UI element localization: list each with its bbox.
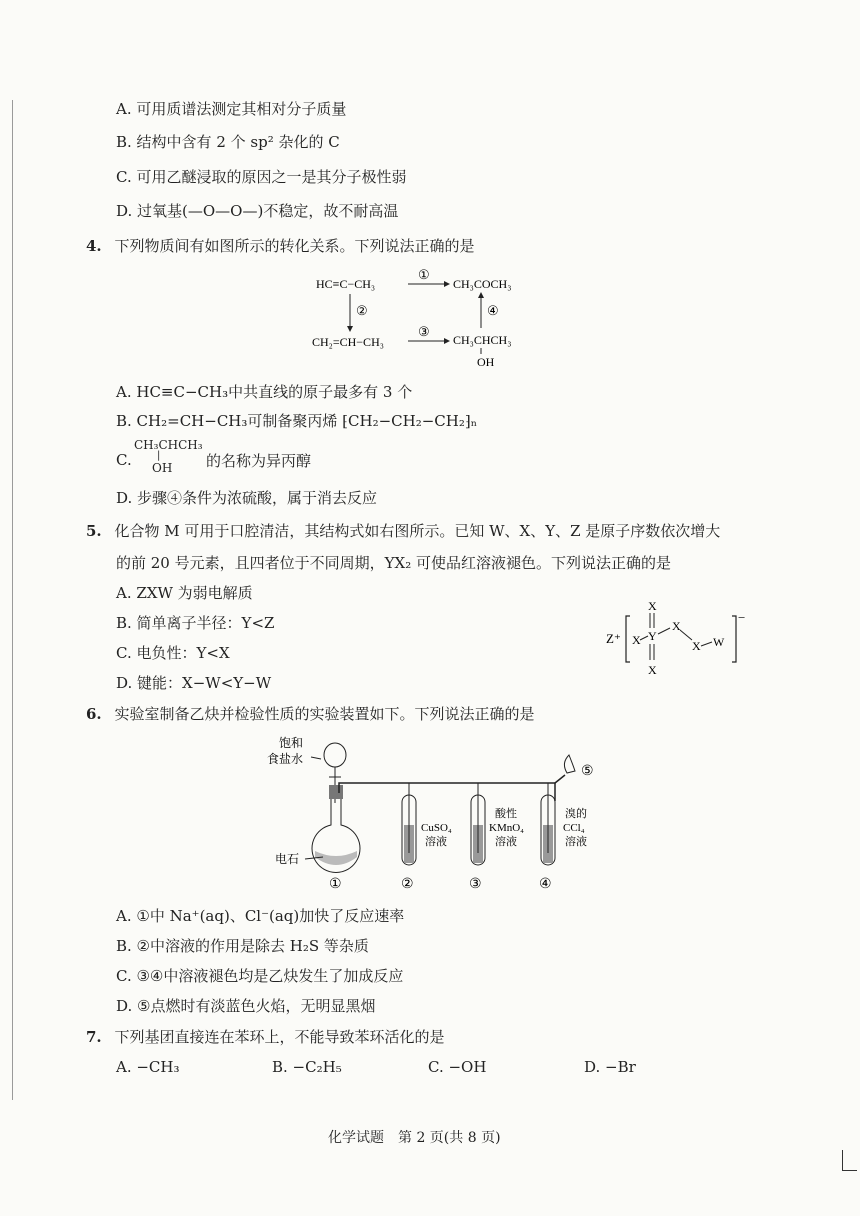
bond-x-x bbox=[680, 630, 692, 640]
question-6 bbox=[86, 703, 534, 724]
bond-x-y bbox=[640, 636, 648, 640]
q5-stem-line2: 的前 20 号元素，且四者位于不同周期，YX₂ 可使品红溶液褪色。下列说法正确的是 bbox=[116, 554, 671, 572]
question-number: 4. bbox=[86, 237, 102, 255]
tube-4-number: ④ bbox=[539, 877, 552, 892]
question-stem: 下列基团直接连在苯环上，不能导致苯环活化的是 bbox=[114, 1028, 445, 1046]
step1-arrowhead bbox=[444, 281, 450, 287]
binding-margin-line bbox=[12, 100, 13, 1100]
question-stem-line1: 化合物 M 可用于口腔清洁，其结构式如右图所示。已知 W、X、Y、Z 是原子序数依次增大 bbox=[114, 522, 721, 540]
flame-icon bbox=[564, 755, 575, 773]
q4-option-c-formula: CH₃CHCH₃ bbox=[134, 438, 203, 452]
step4-label: ④ bbox=[487, 303, 499, 318]
funnel-pointer bbox=[311, 757, 321, 759]
question-5 bbox=[86, 520, 720, 541]
step2-label: ② bbox=[356, 303, 368, 318]
anion-charge: − bbox=[738, 610, 746, 625]
q3-option-b: B. 结构中含有 2 个 sp² 杂化的 C bbox=[116, 133, 340, 151]
q5-option-d: D. 键能：X−W<Y−W bbox=[116, 674, 272, 692]
bracket-left bbox=[626, 616, 630, 662]
propyne-formula: HC≡C−CH₃ bbox=[316, 277, 376, 291]
tube-2-label-2: 溶液 bbox=[425, 836, 447, 848]
isopropanol-oh: OH bbox=[477, 355, 495, 369]
flask-stopper bbox=[329, 785, 343, 799]
funnel-label-1: 饱和 bbox=[279, 736, 304, 750]
q5-structure-formula bbox=[600, 598, 760, 688]
isopropanol-formula: CH₃CHCH₃ bbox=[453, 333, 512, 347]
q4-option-d: D. 步骤④条件为浓硫酸，属于消去反应 bbox=[116, 489, 378, 507]
q7-option-c: C. −OH bbox=[428, 1058, 487, 1076]
tube-4-label-2: CCl₄ bbox=[563, 822, 585, 834]
step4-arrowhead bbox=[478, 292, 484, 298]
atom-x-peroxide: X bbox=[692, 639, 701, 653]
q5-option-b: B. 简单离子半径：Y<Z bbox=[116, 614, 275, 632]
flame-number: ⑤ bbox=[581, 764, 594, 779]
flask-number: ① bbox=[329, 877, 342, 892]
solid-label: 电石 bbox=[275, 852, 300, 866]
q7-option-d: D. −Br bbox=[584, 1058, 636, 1076]
step3-arrowhead bbox=[444, 338, 450, 344]
question-number: 5. bbox=[86, 522, 102, 540]
atom-x-left: X bbox=[632, 633, 641, 647]
step2-arrowhead bbox=[347, 326, 353, 332]
q6-option-a: A. ①中 Na⁺(aq)、Cl⁻(aq)加快了反应速率 bbox=[116, 907, 405, 925]
q6-option-c: C. ③④中溶液褪色均是乙炔发生了加成反应 bbox=[116, 967, 404, 985]
atom-x-top: X bbox=[648, 599, 657, 613]
q5-option-a: A. ZXW 为弱电解质 bbox=[116, 584, 253, 602]
bond-x-w bbox=[701, 642, 712, 646]
tube-3-label-1: 酸性 bbox=[495, 808, 517, 820]
q4-option-a: A. HC≡C−CH₃中共直线的原子最多有 3 个 bbox=[116, 383, 413, 401]
exit-tube bbox=[555, 775, 565, 783]
tube-3-label-2: KMnO₄ bbox=[489, 822, 525, 834]
bracket-right bbox=[732, 616, 736, 662]
question-stem: 下列物质间有如图所示的转化关系。下列说法正确的是 bbox=[114, 237, 475, 255]
question-4 bbox=[86, 235, 474, 256]
q4-option-b: B. CH₂=CH−CH₃可制备聚丙烯 ⁅CH₂−CH₂−CH₂⁆ₙ bbox=[116, 412, 478, 430]
atom-w: W bbox=[713, 635, 725, 649]
gas-delivery-tube bbox=[339, 783, 555, 801]
tube-3-number: ③ bbox=[469, 877, 482, 892]
q4-option-c-oh: OH bbox=[152, 461, 173, 475]
q3-option-a: A. 可用质谱法测定其相对分子质量 bbox=[116, 100, 347, 118]
q4-option-c-text: 的名称为异丙醇 bbox=[206, 452, 312, 470]
question-number: 6. bbox=[86, 705, 102, 723]
page-footer: 化学试题 第 2 页(共 8 页) bbox=[328, 1130, 501, 1146]
question-number: 7. bbox=[86, 1028, 102, 1046]
q4-option-c-bond: | bbox=[157, 450, 161, 461]
flask-liquid bbox=[315, 851, 357, 865]
q4-option-c-label: C. bbox=[116, 451, 132, 469]
q3-option-c: C. 可用乙醚浸取的原因之一是其分子极性弱 bbox=[116, 168, 407, 186]
tube-4-label-1: 溴的 bbox=[565, 808, 587, 820]
tube-2-label-1: CuSO₄ bbox=[421, 822, 452, 834]
question-7 bbox=[86, 1026, 444, 1047]
question-stem: 实验室制备乙炔并检验性质的实验装置如下。下列说法正确的是 bbox=[114, 705, 535, 723]
q5-option-c: C. 电负性：Y<X bbox=[116, 644, 230, 662]
step1-label: ① bbox=[418, 268, 430, 282]
atom-y: Y bbox=[648, 629, 657, 643]
q6-option-b: B. ②中溶液的作用是除去 H₂S 等杂质 bbox=[116, 937, 369, 955]
q4-reaction-scheme bbox=[300, 268, 560, 378]
bond-y-x bbox=[658, 628, 670, 634]
q7-option-b: B. −C₂H₅ bbox=[272, 1058, 342, 1076]
q3-option-d: D. 过氧基(—O—O—)不稳定，故不耐高温 bbox=[116, 202, 399, 220]
q6-apparatus-diagram bbox=[265, 733, 605, 893]
tube-4-label-3: 溶液 bbox=[565, 836, 587, 848]
acetone-formula: CH₃COCH₃ bbox=[453, 277, 512, 291]
funnel-label-2: 食盐水 bbox=[267, 752, 304, 766]
q6-option-d: D. ⑤点燃时有淡蓝色火焰，无明显黑烟 bbox=[116, 997, 376, 1015]
step3-label: ③ bbox=[418, 324, 430, 339]
crop-mark bbox=[842, 1150, 857, 1171]
atom-x-right: X bbox=[672, 619, 681, 633]
atom-x-bottom: X bbox=[648, 663, 657, 677]
cation-z: Z⁺ bbox=[606, 631, 621, 646]
q7-option-a: A. −CH₃ bbox=[116, 1058, 180, 1076]
propene-formula: CH₂=CH−CH₃ bbox=[312, 335, 384, 349]
tube-2-number: ② bbox=[401, 877, 414, 892]
tube-3-label-3: 溶液 bbox=[495, 836, 517, 848]
separatory-funnel bbox=[324, 743, 346, 767]
